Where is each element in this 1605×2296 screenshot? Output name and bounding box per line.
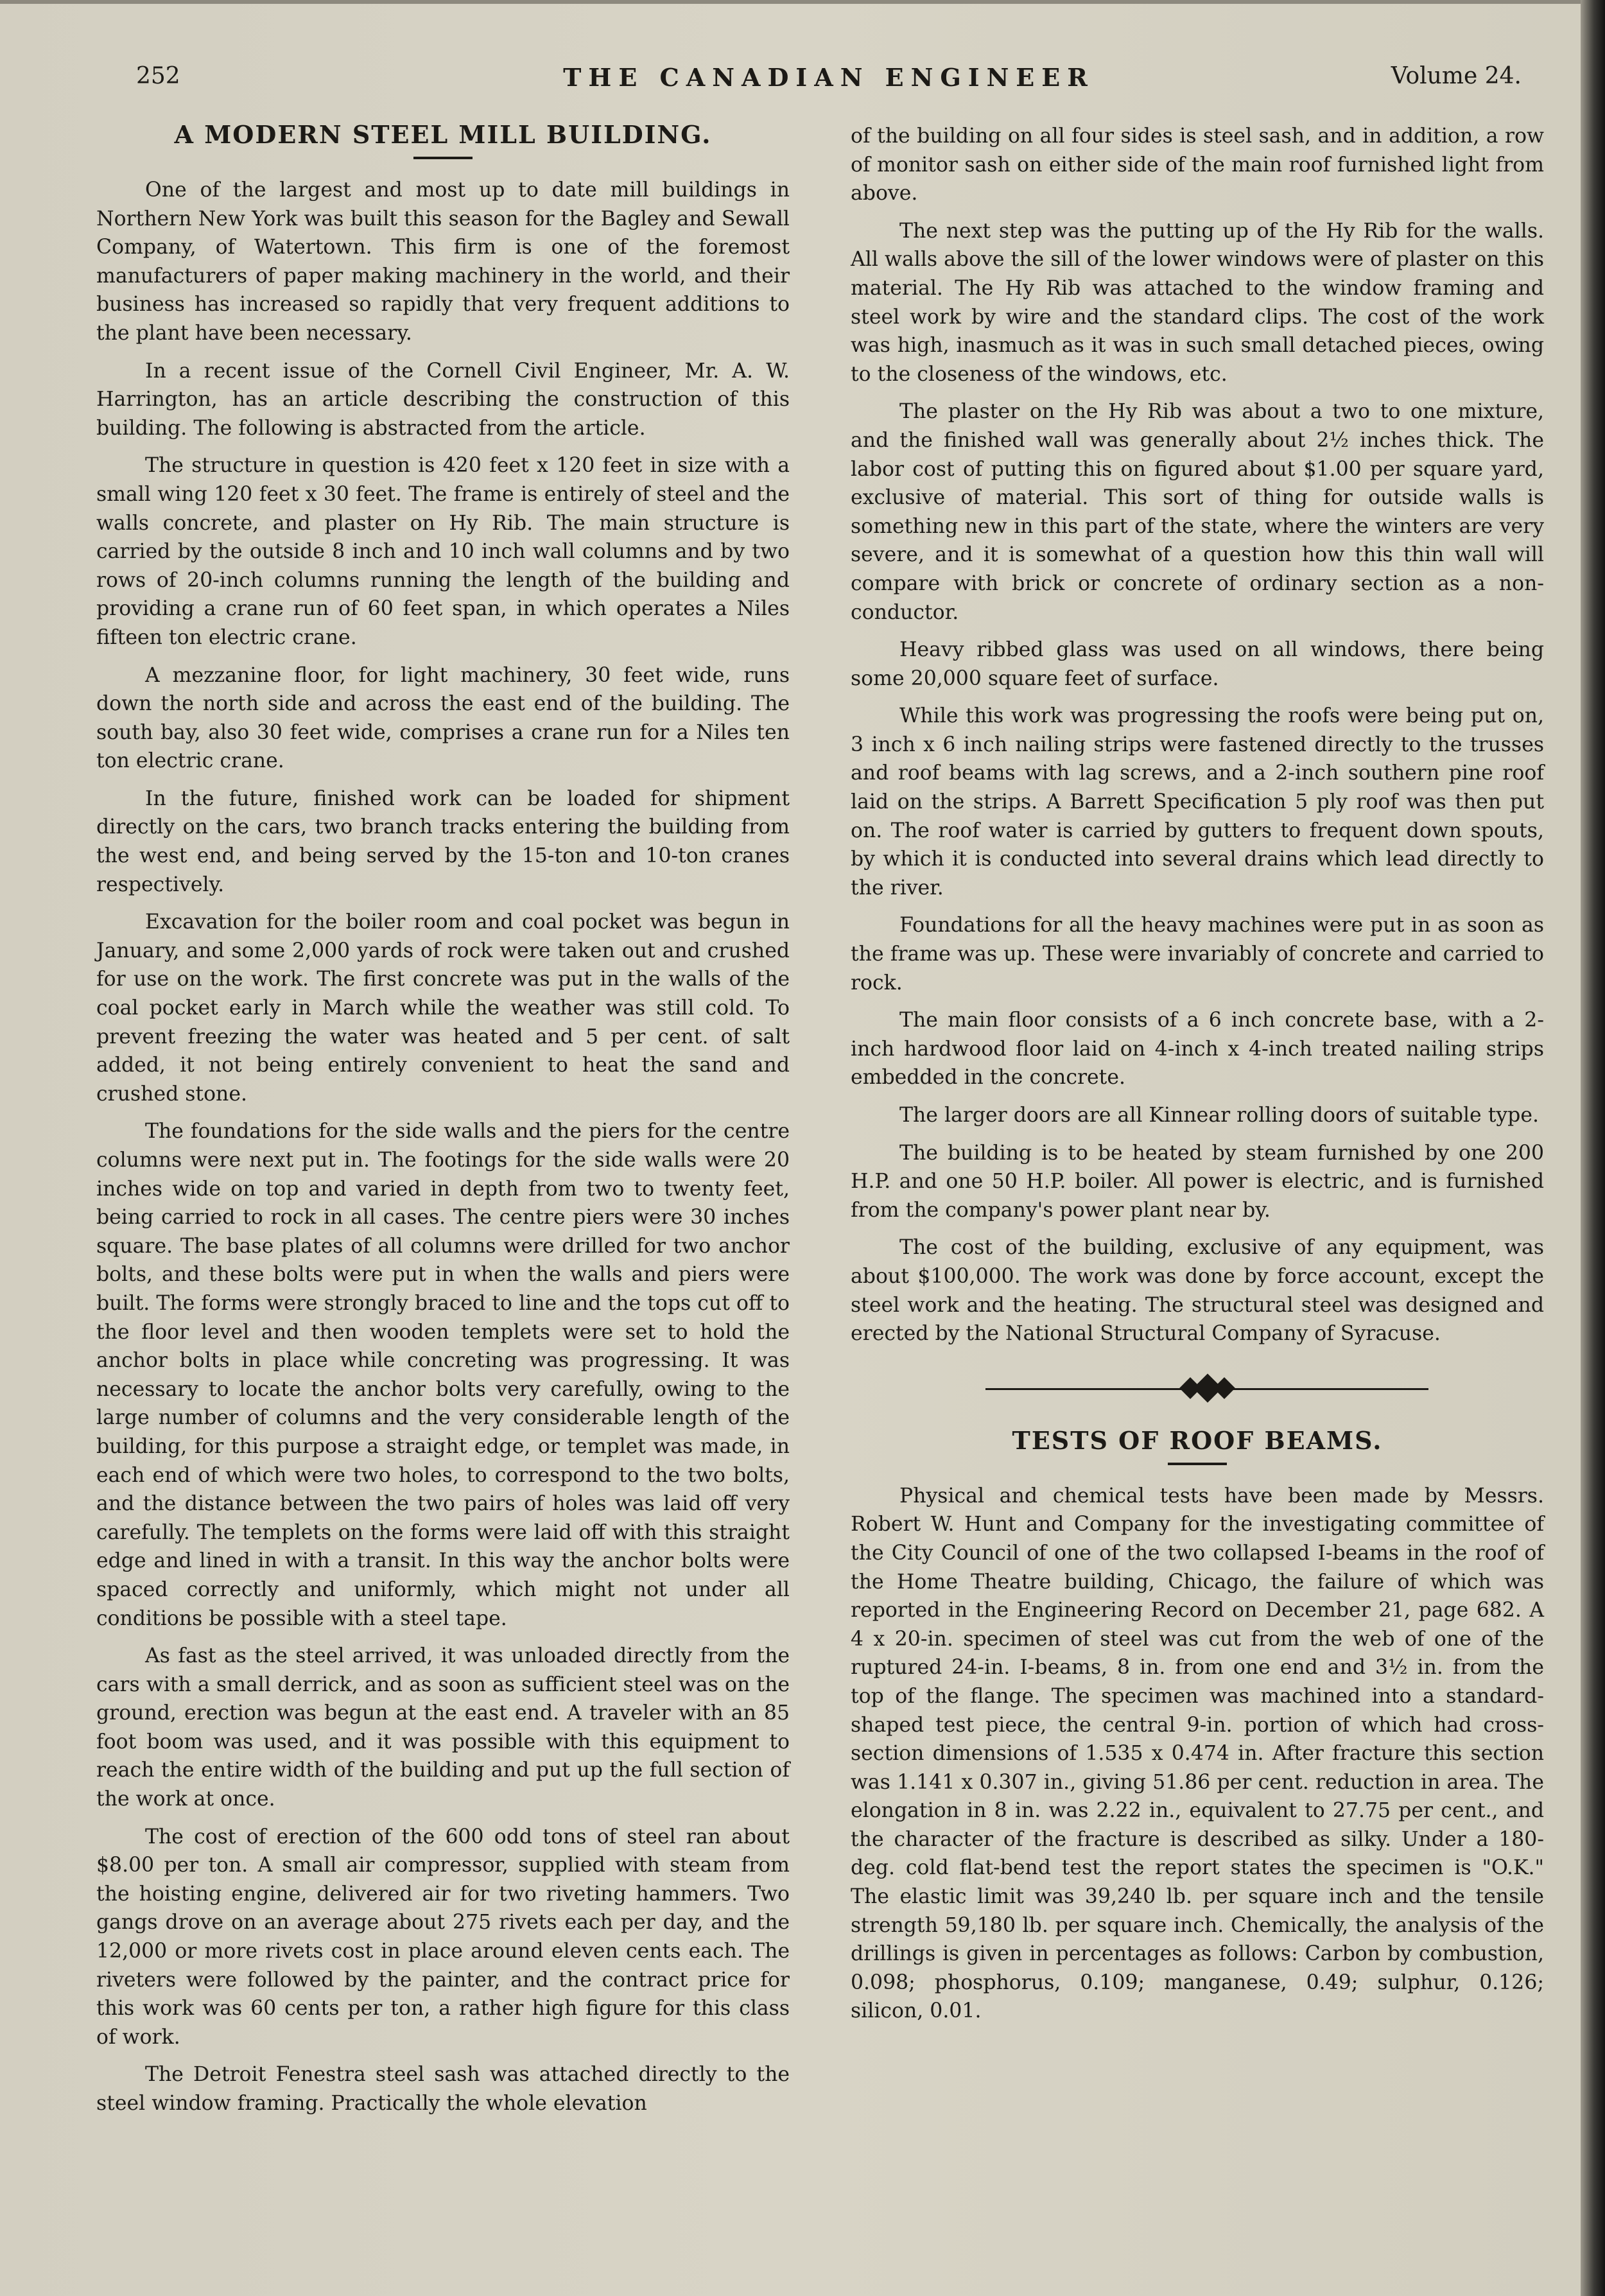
right-column bbox=[851, 122, 1544, 2035]
paragraph: A mezzanine floor, for light machinery, 30 feet wide, runs down the north side and across the east end of the building. The south bay, also 30 feet wide, comprises a crane run for a Niles ten ton electric crane. bbox=[96, 663, 790, 773]
book-spine-shadow bbox=[1581, 0, 1605, 2296]
paragraph-continued: of the building on all four sides is steel sash, and in addition, a row of monitor sash on either side of the main roof furnished light from above. bbox=[851, 125, 1544, 205]
paragraph: Excavation for the boiler room and coal pocket was begun in January, and some 2,000 yards of rock were taken out and crushed for use on the work. The first concrete was put in the walls of the coal pocket early in March while the weather was still cold. To prevent freezing the water was heated and 5 per cent. of salt added, it not being entirely convenient to heat the sand and crushed stone. bbox=[96, 910, 790, 1106]
paragraph: Foundations for all the heavy machines were put in as soon as the frame was up. These were invariably of concrete and carried to rock. bbox=[851, 914, 1544, 995]
ornament-line-right bbox=[1223, 1388, 1428, 1390]
paragraph: Heavy ribbed glass was used on all windows, there being some 20,000 square feet of surface. bbox=[851, 638, 1544, 690]
paragraph: In the future, finished work can be loaded for shipment directly on the cars, two branch tracks entering the building from the west end, and being served by the 15-ton and 10-ton cranes respectively. bbox=[96, 787, 790, 896]
page-number: 252 bbox=[136, 63, 180, 89]
paragraph: Physical and chemical tests have been made by Messrs. Robert W. Hunt and Company for the investigating committee of the City Council of one of the two collapsed I-beams in the roof of the Home Theatre building, Chicago, the failure of which was reported in the Engineering Record on December 21, page 682. A 4 x 20-in. specimen of steel was cut from the web of one of the ruptured 24-in. I-beams, 8 in. from one end and 3½ in. from the top of the flange. The specimen was machined into a standard-shaped test piece, the central 9-in. portion of which had cross-section dimensions of 1.535 x 0.474 in. After fracture this section was 1.141 x 0.307 in., giving 51.86 per cent. reduction in area. The elongation in 8 in. was 2.22 in., equivalent to 27.75 per cent., and the character of the fracture is described as silky. Under a 180-deg. cold flat-bend test the report states the specimen is "O.K." The elastic limit was 39,240 lb. per square inch and the tensile strength 59,180 lb. per square inch. Chemically, the analysis of the drillings is given in percentages as follows: Carbon by combustion, 0.098; phosphorus, 0.109; manganese, 0.49; sulphur, 0.126; silicon, 0.01. bbox=[851, 1484, 1544, 2023]
left-column bbox=[96, 119, 790, 2118]
top-edge bbox=[0, 0, 1581, 4]
paragraph: The larger doors are all Kinnear rolling doors of suitable type. bbox=[899, 1104, 1539, 1127]
paragraph: The building is to be heated by steam furnished by one 200 H.P. and one 50 H.P. boiler. All power is electric, and is furnished from the company's power plant near by. bbox=[851, 1141, 1544, 1222]
volume-label: Volume 24. bbox=[1391, 63, 1522, 89]
running-header bbox=[136, 63, 1522, 101]
title-rule bbox=[1168, 1463, 1227, 1465]
paragraph: The plaster on the Hy Rib was about a two to one mixture, and the finished wall was generally about 2½ inches thick. The labor cost of putting this on figured about $1.00 per square yard, exclusive of material. This sort of thing for outside walls is something new in this part of the state, where the winters are very severe, and it is somewhat of a question how this thin wall will compare with brick or concrete of ordinary section as a non-conductor. bbox=[851, 400, 1544, 624]
journal-title: THE CANADIAN ENGINEER bbox=[563, 63, 1095, 92]
paragraph: The foundations for the side walls and the piers for the centre columns were next put in. The footings for the side walls were 20 inches wide on top and varied in depth from two to twenty feet, being carried to rock in all cases. The centre piers were 30 inches square. The base plates of all columns were drilled for two anchor bolts, and these bolts were put in when the walls and piers were built. The forms were strongly braced to line and the tops cut off to the floor level and then wooden templets were set to hold the anchor bolts in place while concreting was progressing. It was necessary to locate the anchor bolts very carefully, owing to the large number of columns and the very considerable length of the building, for this purpose a straight edge, or templet was made, in each end of which were two holes, to correspond to the two bolts, and the distance between the two pairs of holes was laid off very carefully. The templets on the forms were laid off with this straight edge and lined in with a transit. In this way the anchor bolts were spaced correctly and uniformly, which might not under all conditions be possible with a steel tape. bbox=[96, 1120, 790, 1630]
paragraph: In a recent issue of the Cornell Civil Engineer, Mr. A. W. Harrington, has an article describing the construction of this building. The following is abstracted from the article. bbox=[96, 359, 790, 440]
paragraph: As fast as the steel arrived, it was unloaded directly from the cars with a small derrick, and as soon as sufficient steel was on the ground, erection was begun at the east end. A traveler with an 85 foot boom was used, and it was possible with this equipment to reach the entire width of the building and put up the full section of the work at once. bbox=[96, 1644, 790, 1811]
paragraph: The structure in question is 420 feet x 120 feet in size with a small wing 120 feet x 30 feet. The frame is entirely of steel and the walls concrete, and plaster on Hy Rib. The main structure is carried by the outside 8 inch and 10 inch wall columns and by two rows of 20-inch columns running the length of the building and providing a crane run of 60 feet span, in which operates a Niles fifteen ton electric crane. bbox=[96, 454, 790, 649]
paragraph: The cost of erection of the 600 odd tons of steel ran about $8.00 per ton. A small air compressor, supplied with steam from the hoisting engine, delivered air for two riveting hammers. Two gangs drove on an average about 275 rivets each per day, and the 12,000 or more rivets cost in place around eleven cents each. The riveters were followed by the painter, and the contract price for this work was 60 cents per ton, a rather high figure for this class of work. bbox=[96, 1825, 790, 2049]
ornament-line-left bbox=[985, 1388, 1191, 1390]
article-title: TESTS OF ROOF BEAMS. bbox=[1012, 1425, 1383, 1455]
section-ornament bbox=[851, 1368, 1544, 1413]
paragraph: While this work was progressing the roofs were being put on, 3 inch x 6 inch nailing strips were fastened directly to the trusses and roof beams with lag screws, and a 2-inch southern pine roof laid on the strips. A Barrett Specification 5 ply roof was then put on. The roof water is carried by gutters to frequent down spouts, by which it is conducted into several drains which lead directly to the river. bbox=[851, 704, 1544, 900]
article-title: A MODERN STEEL MILL BUILDING. bbox=[174, 120, 712, 149]
paragraph: The cost of the building, exclusive of any equipment, was about $100,000. The work was done by force account, except the steel work and the heating. The structural steel was designed and erected by the National Structural Company of Syracuse. bbox=[851, 1236, 1544, 1346]
paragraph: One of the largest and most up to date mill buildings in Northern New York was built this season for the Bagley and Sewall Company, of Watertown. This firm is one of the foremost manufacturers of paper making machinery in the world, and their business has increased so rapidly that very frequent additions to the plant have been necessary. bbox=[96, 178, 790, 345]
title-rule bbox=[413, 157, 473, 159]
paragraph: The Detroit Fenestra steel sash was attached directly to the steel window framing. Practically the whole elevation bbox=[96, 2063, 790, 2115]
paragraph: The next step was the putting up of the Hy Rib for the walls. All walls above the sill of the lower windows were of plaster on this material. The Hy Rib was attached to the window framing and steel work by wire and the standard clips. The cost of the work was high, inasmuch as it was in such small detached pieces, owing to the closeness of the windows, etc. bbox=[851, 219, 1544, 386]
paragraph: The main floor consists of a 6 inch concrete base, with a 2-inch hardwood floor laid on 4-inch x 4-inch treated nailing strips embedded in the concrete. bbox=[851, 1009, 1544, 1090]
